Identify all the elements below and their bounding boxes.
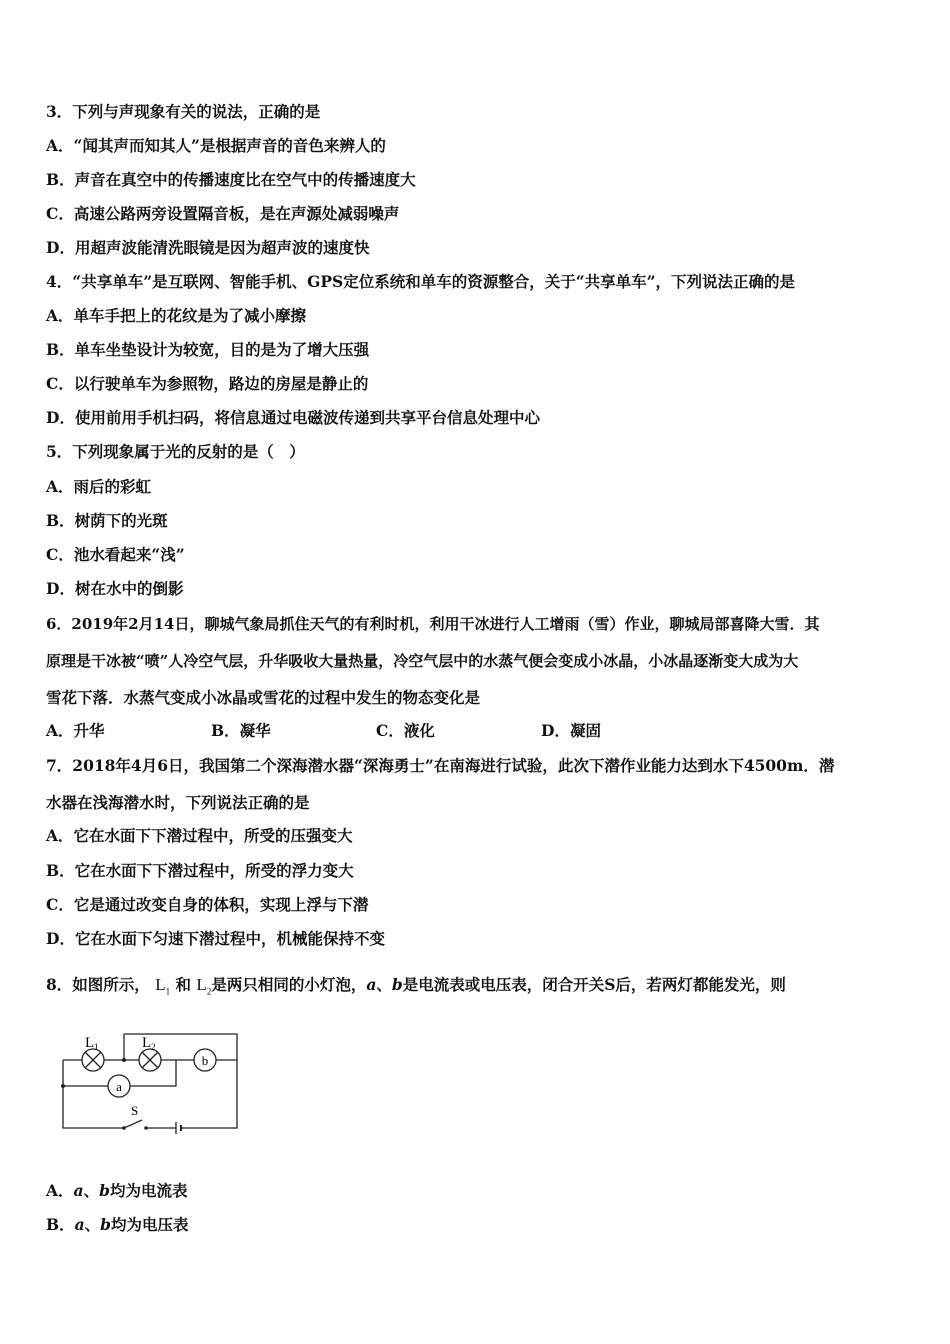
q6-option-d: D．凝固 xyxy=(541,721,601,740)
q5-option-a: A．雨后的彩虹 xyxy=(46,477,152,496)
junction-node xyxy=(61,1084,65,1088)
q6-option-a: A．升华 xyxy=(46,721,105,740)
circuit-diagram xyxy=(60,1026,245,1136)
switch-contact xyxy=(144,1126,148,1130)
q8-stem: 8．如图所示， $L_1$ 和 $L_2$是两只相同的小灯泡，a、b是电流表或电压表，闭合开关S后，若两灯都能发光，则 xyxy=(46,975,786,997)
q7-option-d: D．它在水面下匀速下潜过程中，机械能保持不变 xyxy=(46,929,385,948)
q4-option-d: D．使用前用手机扫码，将信息通过电磁波传递到共享平台信息处理中心 xyxy=(46,408,540,427)
q8-var-b: b xyxy=(391,975,403,994)
q3-stem: 3．下列与声现象有关的说法，正确的是 xyxy=(46,102,321,121)
q8-option-a: A．a、b均为电流表 xyxy=(46,1181,188,1200)
q5-option-b: B．树荫下的光斑 xyxy=(46,511,168,530)
q8-var-a: a xyxy=(366,975,377,994)
q4-option-c: C．以行驶单车为参照物，路边的房屋是静止的 xyxy=(46,374,369,393)
wire-left-to-a xyxy=(63,1060,108,1086)
q8-option-b: B．a、b均为电压表 xyxy=(46,1215,189,1234)
q7-option-c: C．它是通过改变自身的体积，实现上浮与下潜 xyxy=(46,895,369,914)
q3-option-a: A．“闻其声而知其人”是根据声音的音色来辨人的 xyxy=(46,136,386,155)
q8-stem-prefix: 8．如图所示， xyxy=(46,975,150,994)
meter-a-label: a xyxy=(116,1079,122,1094)
lamp-l2-label: $L_2$ xyxy=(142,1035,156,1052)
q4-stem: 4．“共享单车”是互联网、智能手机、GPS定位系统和单车的资源整合，关于“共享单车”，下列说法正确的是 xyxy=(46,272,796,291)
meter-b-label: b xyxy=(201,1053,209,1068)
wire-top-loop xyxy=(124,1034,237,1060)
q5-stem: 5．下列现象属于光的反射的是（ ） xyxy=(46,442,305,461)
q4-option-b: B．单车坐垫设计为较宽，目的是为了增大压强 xyxy=(46,340,370,359)
junction-node xyxy=(122,1058,126,1062)
q8-and: 和 xyxy=(175,975,192,994)
lamp-l1-label: $L_1$ xyxy=(85,1035,99,1052)
q8-lamp1-symbol: $L_1$ xyxy=(155,975,171,997)
q6-option-b: B．凝华 xyxy=(211,721,271,740)
q3-option-c: C．高速公路两旁设置隔音板，是在声源处减弱噪声 xyxy=(46,204,400,223)
switch-pivot xyxy=(122,1126,126,1130)
q7-stem-line-1: 7．2018年4月6日，我国第二个深海潜水器“深海勇士”在南海进行试验，此次下潜作业能力达到水下4500m．潜 xyxy=(46,756,835,775)
switch-blade xyxy=(124,1120,142,1128)
q8-lamp2-symbol: $L_2$ xyxy=(196,975,212,997)
q4-option-a: A．单车手把上的花纹是为了减小摩擦 xyxy=(46,306,307,325)
q3-option-d: D．用超声波能清洗眼镜是因为超声波的速度快 xyxy=(46,238,370,257)
q5-option-d: D．树在水中的倒影 xyxy=(46,579,184,598)
q6-stem-line-2: 原理是干冰被“喷”人冷空气层，升华吸收大量热量，冷空气层中的水蒸气便会变成小冰晶，小冰晶逐渐变大成为大 xyxy=(46,652,799,670)
q6-option-c: C．液化 xyxy=(376,721,435,740)
q7-stem-line-2: 水器在浅海潜水时，下列说法正确的是 xyxy=(46,793,310,812)
q3-option-b: B．声音在真空中的传播速度比在空气中的传播速度大 xyxy=(46,170,416,189)
q8-stem-mid: 是两只相同的小灯泡， xyxy=(211,975,367,994)
q7-option-a: A．它在水面下下潜过程中，所受的压强变大 xyxy=(46,826,353,845)
q5-option-c: C．池水看起来“浅” xyxy=(46,545,185,564)
wire-bottom-left xyxy=(63,1086,124,1128)
q7-option-b: B．它在水面下下潜过程中，所受的浮力变大 xyxy=(46,861,354,880)
q8-stem-rest: 是电流表或电压表，闭合开关S后，若两灯都能发光，则 xyxy=(402,975,786,994)
q6-stem-line-1: 6．2019年2月14日，聊城气象局抓住天气的有利时机，利用干冰进行人工增雨（雪）作业，聊城局部喜降大雪．其 xyxy=(46,615,820,633)
q6-stem-line-3: 雪花下落．水蒸气变成小冰晶或雪花的过程中发生的物态变化是 xyxy=(46,688,481,707)
q6-options xyxy=(46,721,706,741)
switch-label: S xyxy=(131,1103,139,1118)
